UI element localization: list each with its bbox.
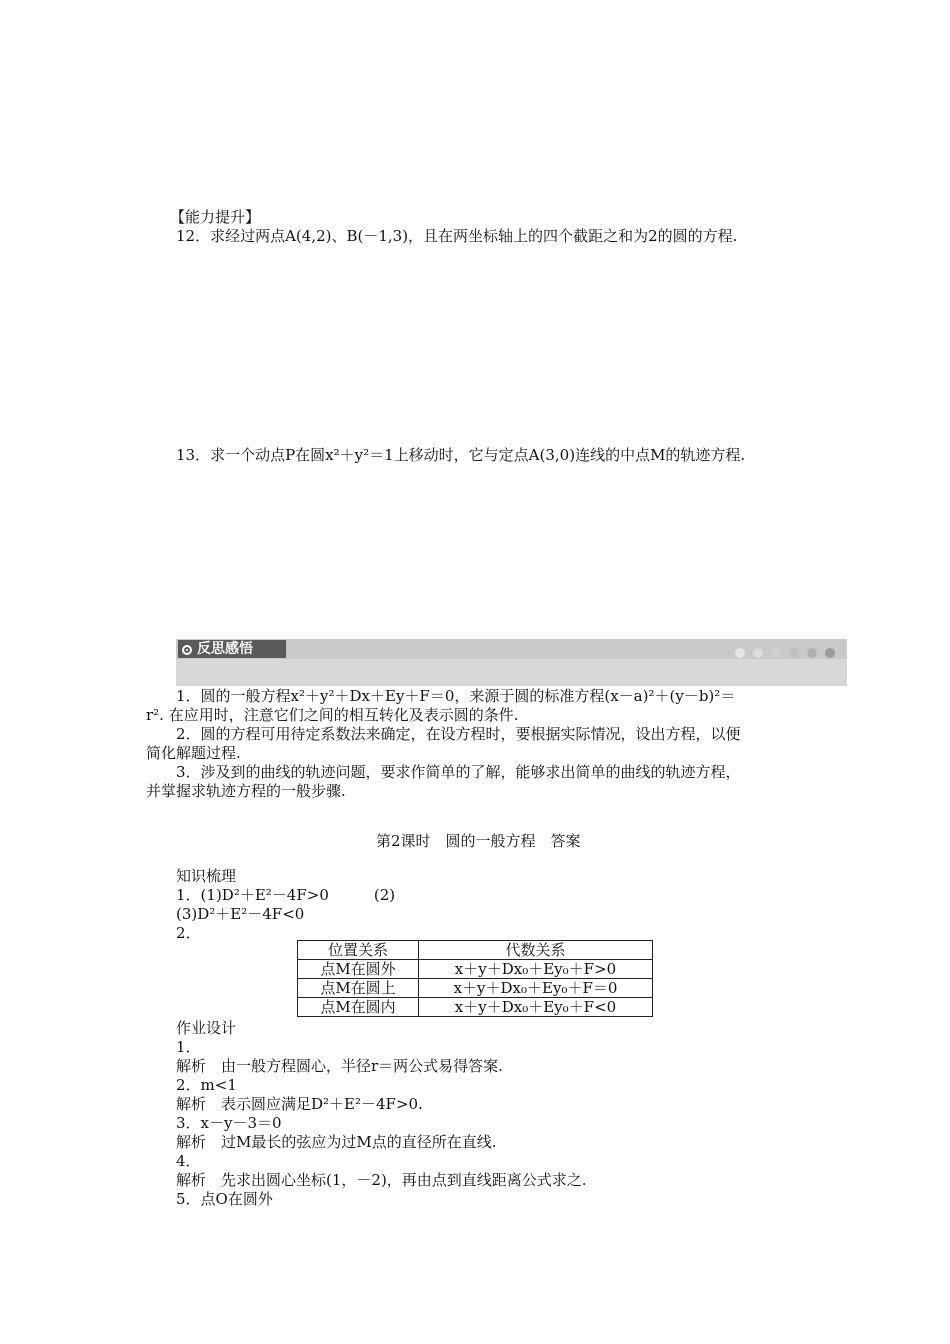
reflection-banner-label: [178, 640, 286, 658]
table-cell: 点M在圆内: [298, 998, 419, 1017]
table-cell: x＋y＋Dx₀＋Ey₀＋F<0: [419, 998, 653, 1017]
reflection-item-2-line-2: 简化解题过程.: [146, 744, 241, 762]
homework-line: 1．: [176, 1038, 201, 1056]
dot-icon: [789, 648, 799, 658]
table-row: [298, 979, 653, 998]
question-12: 12．求经过两点A(4,2)、B(－1,3)，且在两坐标轴上的四个截距之和为2的圆的方程.: [176, 227, 738, 245]
homework-line: 解析 由一般方程圆心，半径r＝两公式易得答案.: [176, 1057, 503, 1075]
question-13: 13．求一个动点P在圆x²＋y²＝1上移动时，它与定点A(3,0)连线的中点M的轨迹方程.: [176, 446, 746, 464]
dot-icon: [807, 648, 817, 658]
homework-line: 5．点O在圆外: [176, 1190, 273, 1208]
homework-line: 2．m<1: [176, 1076, 237, 1094]
table-header: 代数关系: [419, 941, 653, 960]
homework-heading: 作业设计: [176, 1019, 237, 1037]
table-row: [298, 960, 653, 979]
table-row: [298, 998, 653, 1017]
section-heading: 【能力提升】: [170, 208, 261, 226]
table-cell: x＋y＋Dx₀＋Ey₀＋F＝0: [419, 979, 653, 998]
knowledge-item-1-3: (3)D²＋E²－4F<0: [176, 905, 305, 923]
reflection-banner: [176, 639, 847, 686]
reflection-item-1-line-1: 1．圆的一般方程x²＋y²＋Dx＋Ey＋F＝0，来源于圆的标准方程(x－a)²＋(y－b)²＝: [176, 687, 736, 705]
reflection-item-3-line-2: 并掌握求轨迹方程的一般步骤.: [146, 782, 346, 800]
dot-icon: [825, 648, 835, 658]
homework-line: 4．: [176, 1152, 201, 1170]
dot-icon: [735, 648, 745, 658]
dot-icon: [771, 648, 781, 658]
reflection-title: 反思感悟: [197, 641, 253, 657]
table-header: 位置关系: [298, 941, 419, 960]
reflection-item-1-line-2: r². 在应用时，注意它们之间的相互转化及表示圆的条件.: [146, 706, 519, 724]
dot-icon: [753, 648, 763, 658]
reflection-item-2-line-1: 2．圆的方程可用待定系数法来确定，在设方程时，要根据实际情况，设出方程，以便: [176, 725, 741, 743]
answers-title: 第2课时 圆的一般方程 答案: [376, 832, 581, 850]
homework-line: 解析 表示圆应满足D²＋E²－4F>0.: [176, 1095, 423, 1113]
homework-line: 解析 过M最长的弦应为过M点的直径所在直线.: [176, 1133, 497, 1151]
homework-line: 解析 先求出圆心坐标(1，－2)，再由点到直线距离公式求之.: [176, 1171, 587, 1189]
table-header-row: [298, 941, 653, 960]
reflection-item-3-line-1: 3．涉及到的曲线的轨迹问题，要求作简单的了解，能够求出简单的曲线的轨迹方程，: [176, 763, 741, 781]
position-relation-table: [297, 940, 653, 1017]
target-icon: [182, 645, 192, 655]
table-cell: x＋y＋Dx₀＋Ey₀＋F>0: [419, 960, 653, 979]
homework-line: 3．x－y－3＝0: [176, 1114, 282, 1132]
knowledge-item-2: 2．: [176, 924, 201, 942]
table-cell: 点M在圆外: [298, 960, 419, 979]
decorative-dots: [727, 644, 835, 662]
knowledge-heading: 知识梳理: [176, 867, 237, 885]
knowledge-item-1: 1．(1)D²＋E²－4F>0 (2): [176, 886, 396, 904]
table-cell: 点M在圆上: [298, 979, 419, 998]
